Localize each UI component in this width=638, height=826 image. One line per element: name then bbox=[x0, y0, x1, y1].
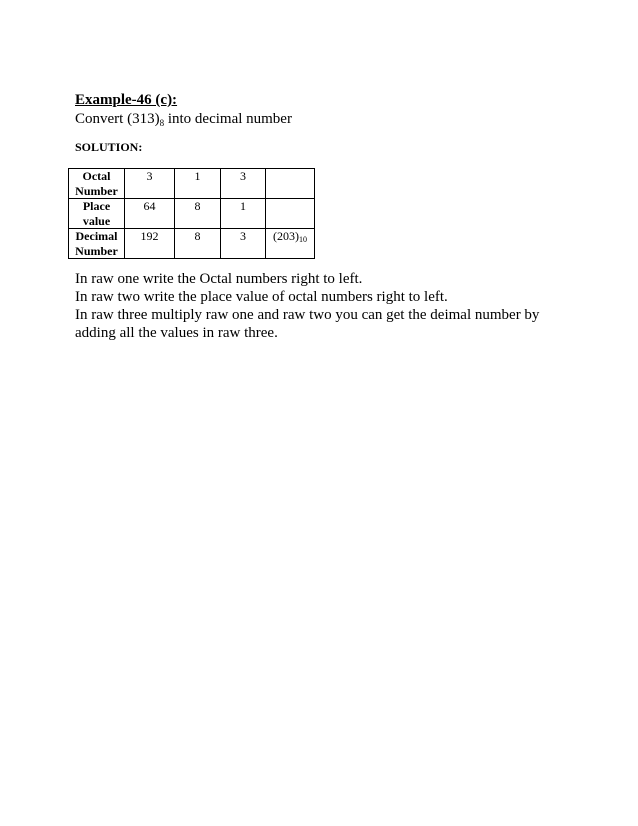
row-header-line: value bbox=[82, 213, 111, 228]
table-cell: 3 bbox=[125, 169, 175, 199]
solution-label: SOLUTION: bbox=[75, 140, 143, 154]
row-header-octal bbox=[69, 169, 125, 199]
row-header-decimal bbox=[69, 229, 125, 259]
explanation-line: In raw one write the Octal numbers right to left. bbox=[75, 271, 363, 287]
row-header-line: Number bbox=[75, 243, 118, 258]
explanation-text bbox=[75, 270, 565, 342]
table-row-place-value bbox=[69, 199, 315, 229]
row-header-place-value bbox=[69, 199, 125, 229]
table-cell: 64 bbox=[125, 199, 175, 229]
problem-base-subscript: 8 bbox=[159, 118, 165, 128]
table-cell: 192 bbox=[125, 229, 175, 259]
table-cell: 3 bbox=[221, 229, 266, 259]
row-header-line: Place bbox=[82, 199, 111, 213]
table-cell: 1 bbox=[221, 199, 266, 229]
problem-suffix: into decimal number bbox=[164, 111, 292, 127]
conversion-table bbox=[68, 168, 315, 259]
result-cell bbox=[266, 229, 315, 259]
table-row-decimal bbox=[69, 229, 315, 259]
explanation-line: In raw two write the place value of octal numbers right to left. bbox=[75, 289, 448, 305]
row-header-line: Octal bbox=[82, 169, 111, 183]
table-cell bbox=[266, 169, 315, 199]
example-title: Example-46 (c): bbox=[75, 92, 178, 108]
table-cell: 8 bbox=[175, 199, 221, 229]
row-header-line: Number bbox=[75, 183, 118, 198]
problem-number: Convert (313) bbox=[75, 111, 160, 127]
table-cell: 3 bbox=[221, 169, 266, 199]
problem-statement bbox=[75, 109, 292, 129]
explanation-line: In raw three multiply raw one and raw two you can get the deimal number by adding all the values in raw three. bbox=[75, 307, 540, 341]
result-base-subscript: 10 bbox=[299, 235, 307, 244]
table-cell: 8 bbox=[175, 229, 221, 259]
row-header-line: Decimal bbox=[75, 229, 118, 243]
table-row-octal bbox=[69, 169, 315, 199]
table-cell: 1 bbox=[175, 169, 221, 199]
table-cell bbox=[266, 199, 315, 229]
result-value: (203) bbox=[273, 229, 299, 243]
